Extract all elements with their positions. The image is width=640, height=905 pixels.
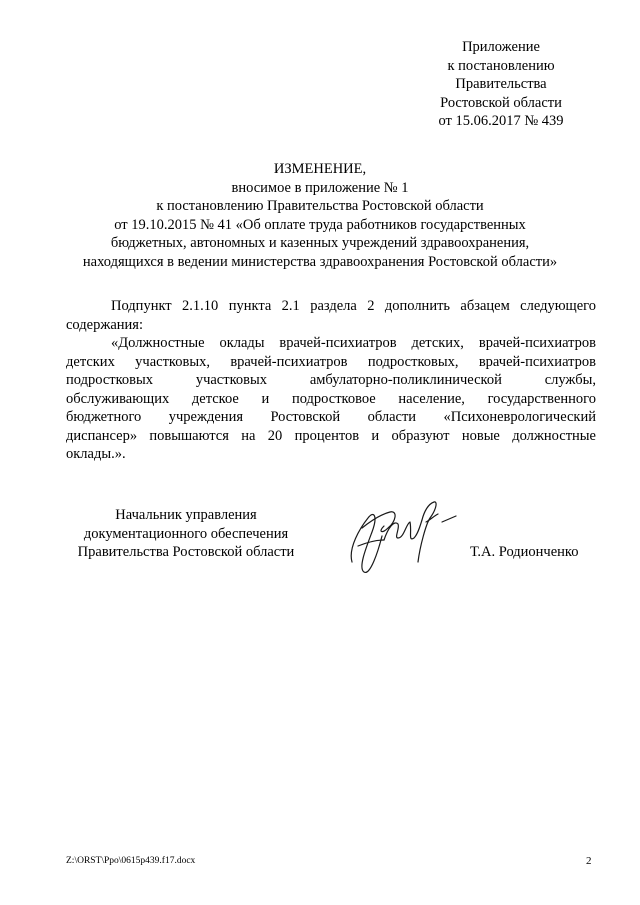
page-number: 2 — [586, 855, 592, 867]
appendix-line: Приложение — [462, 39, 540, 55]
document-title — [60, 160, 580, 271]
body-line: подростковых участковых амбулаторно-поликлинической службы, — [66, 372, 596, 388]
body-line: детских участковых, врачей-психиатров подростковых, врачей-психиатров — [66, 353, 596, 370]
signatory-position — [66, 506, 306, 562]
footer-file-path: Z:\ORST\Ppo\0615p439.f17.docx — [66, 856, 196, 866]
body-line: оклады.». — [66, 446, 126, 462]
title-line: от 19.10.2015 № 41 «Об оплате труда работников государственных — [114, 216, 526, 233]
title-line: бюджетных, автономных и казенных учреждений здравоохранения, — [110, 235, 530, 251]
title-line: вносимое в приложение № 1 — [231, 179, 409, 196]
body-line: «Должностные оклады врачей-психиатров детских, врачей-психиатров — [111, 335, 596, 351]
appendix-line: от 15.06.2017 № 439 — [438, 113, 564, 129]
title-line: находящихся в ведении министерства здравоохранения Ростовской области» — [82, 253, 558, 270]
signatory-position-line: документационного обеспечения — [83, 525, 289, 542]
body-line: бюджетного учреждения Ростовской области «Психоневрологический — [66, 409, 596, 425]
signatory-position-line: Начальник управления — [115, 507, 257, 523]
appendix-line: к постановлению — [447, 57, 555, 74]
body-line: диспансер» повышаются на 20 процентов и образуют новые должностные — [66, 427, 596, 444]
body-line: Подпункт 2.1.10 пункта 2.1 раздела 2 дополнить абзацем следующего — [111, 298, 596, 314]
signatory-name: Т.А. Родионченко — [470, 544, 579, 560]
title-heading: ИЗМЕНЕНИЕ, — [273, 161, 367, 177]
signatory-position-line: Правительства Ростовской области — [77, 544, 295, 560]
body-line: содержания: — [66, 316, 144, 333]
appendix-block — [410, 38, 592, 131]
title-line: к постановлению Правительства Ростовской области — [156, 198, 484, 214]
document-body — [66, 297, 596, 464]
appendix-line: Ростовской области — [440, 94, 562, 111]
body-line: обслуживающих детское и подростковое население, государственного — [66, 390, 596, 407]
handwritten-signature — [338, 488, 463, 578]
appendix-line: Правительства — [455, 76, 547, 92]
